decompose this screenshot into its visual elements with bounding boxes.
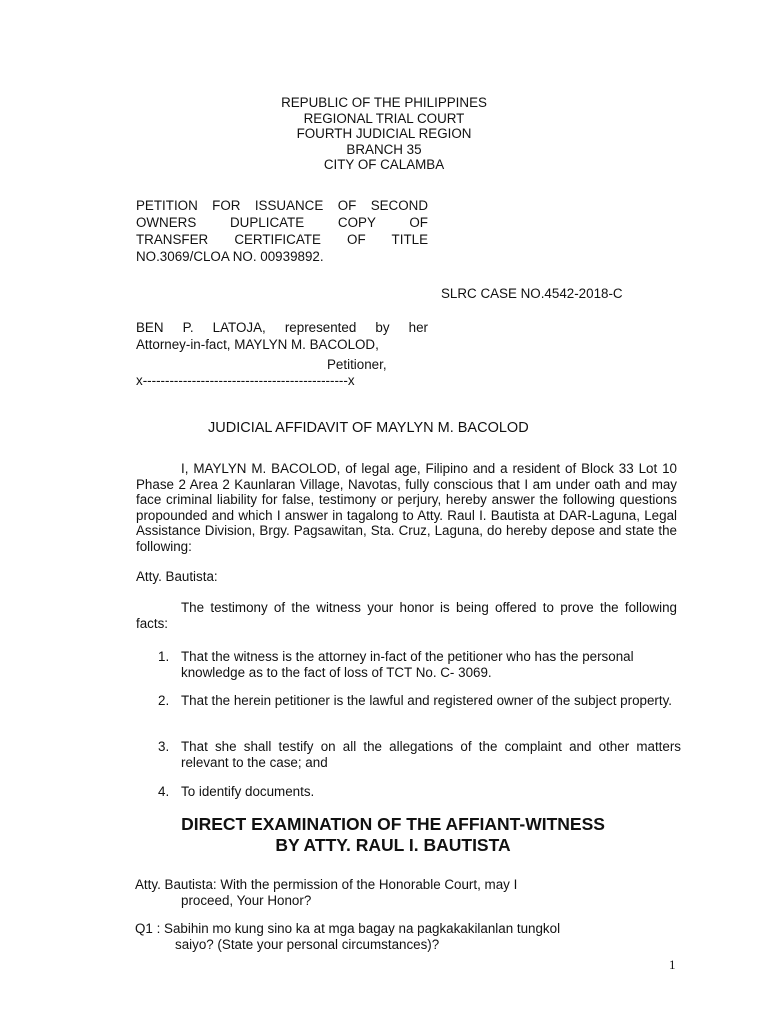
petitioner-label: Petitioner, [327,357,387,372]
header-line: FOURTH JUDICIAL REGION [296,126,472,141]
section-heading [0,814,768,856]
section-heading-line: BY ATTY. RAUL I. BAUTISTA [275,835,511,855]
header-line: CITY OF CALAMBA [323,157,445,172]
petition-line: PETITION FOR ISSUANCE OF SECOND [136,198,428,213]
question-1 [135,921,655,952]
offer-paragraph: The testimony of the witness your honor is being offered to prove the following facts: [136,600,677,631]
party-block [136,320,428,354]
question-line: Q1 : Sabihin mo kung sino ka at mga bagay na pagkakakilanlan tungkol [135,921,561,936]
case-number: SLRC CASE NO.4542-2018-C [441,286,623,301]
party-line: Attorney-in-fact, MAYLYN M. BACOLOD, [136,337,379,352]
permission-statement [135,877,655,908]
list-text: That she shall testify on all the allegations of the complaint and other matters relevant to the case; and [181,739,681,770]
list-number: 2. [158,693,170,708]
petition-title [136,198,428,266]
question-line: saiyo? (State your personal circumstances)? [175,936,440,952]
list-text: That the witness is the attorney in-fact of the petitioner who has the personal knowledge as to the fact of loss of TCT No. C- 3069. [181,649,634,680]
header-line: REPUBLIC OF THE PHILIPPINES [281,95,487,110]
section-heading-line: DIRECT EXAMINATION OF THE AFFIANT-WITNESS [181,814,605,834]
header-line: REGIONAL TRIAL COURT [303,110,465,126]
court-header [0,95,768,173]
petition-line: NO.3069/CLOA NO. 00939892. [136,249,324,264]
caption-divider: x----------------------------------------------x [136,373,355,388]
header-line: BRANCH 35 [346,141,422,157]
document-title: JUDICIAL AFFIDAVIT OF MAYLYN M. BACOLOD [208,420,529,436]
list-text: That the herein petitioner is the lawful and registered owner of the subject property. [181,693,673,708]
list-number: 4. [158,784,170,799]
list-text: To identify documents. [181,784,315,799]
permission-line: Atty. Bautista: With the permission of the Honorable Court, may I [135,877,518,892]
intro-paragraph: I, MAYLYN M. BACOLOD, of legal age, Filipino and a resident of Block 33 Lot 10 Phase 2 Area 2 Kaunlaran Village, Navotas, fully conscious that I am under oath and may face criminal liability for false, testimony or perjury, hereby answer the following questions propounded and which I answer in tagalong to Atty. Raul I. Bautista at DAR-Laguna, Legal Assistance Division, Brgy. Pagsawitan, Sta. Cruz, Laguna, do hereby depose and state the following: [136,461,677,554]
list-number: 3. [158,739,170,754]
speaker-label: Atty. Bautista: [136,569,218,584]
party-line: BEN P. LATOJA, represented by her [136,320,428,335]
list-number: 1. [158,649,170,664]
permission-line: proceed, Your Honor? [181,892,312,908]
petition-line: OWNERS DUPLICATE COPY OF [136,215,428,230]
petition-line: TRANSFER CERTIFICATE OF TITLE [136,232,428,247]
page-number: 1 [669,957,676,972]
